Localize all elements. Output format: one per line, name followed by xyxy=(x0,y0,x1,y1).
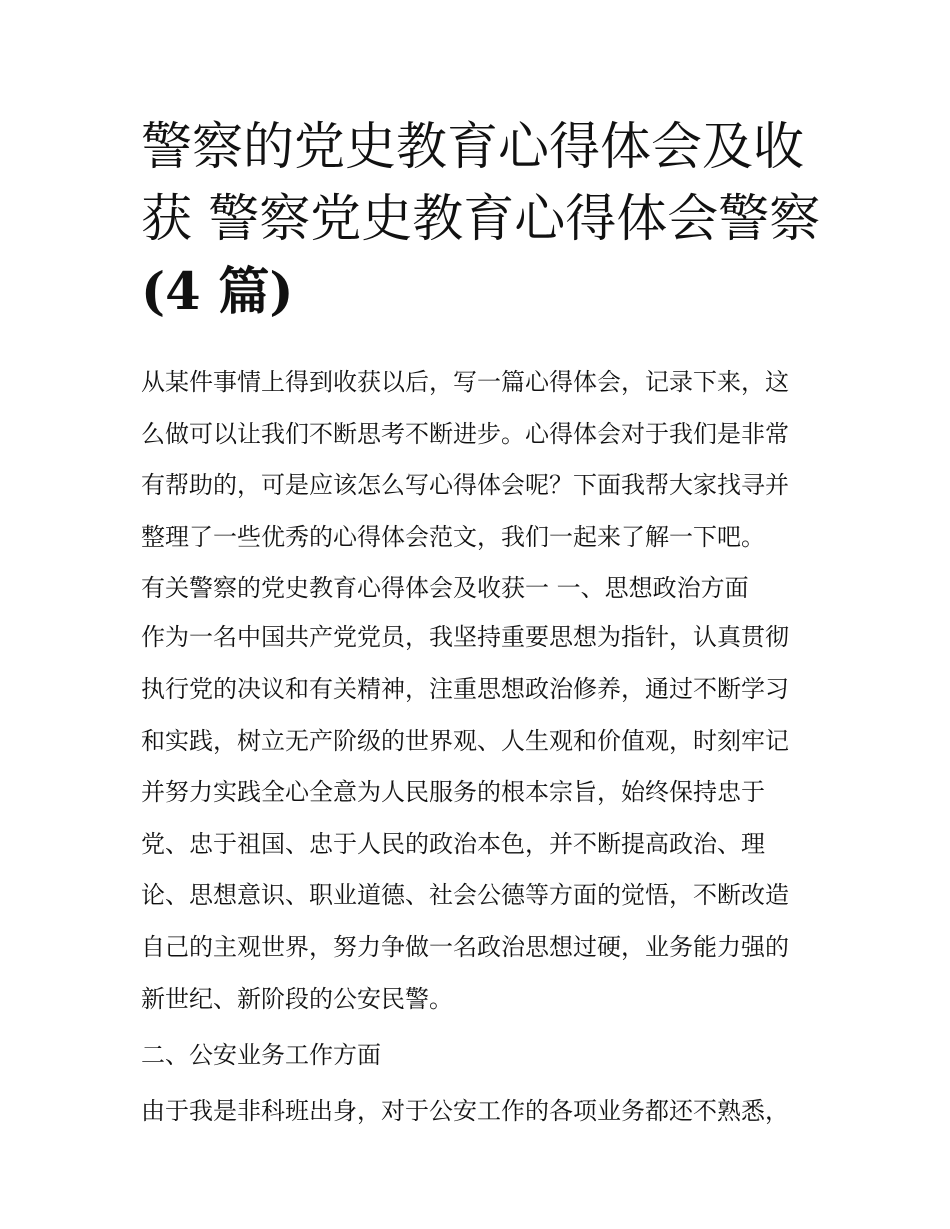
body-line-4: 整理了一些优秀的心得体会范文，我们一起来了解一下吧。 xyxy=(141,522,765,551)
title-line-2: 获 警察党史教育心得体会警察 xyxy=(141,190,821,249)
body-line-11: 论、思想意识、职业道德、社会公德等方面的觉悟，不断改造 xyxy=(141,881,789,910)
body-line-8: 和实践，树立无产阶级的世界观、人生观和价值观，时刻牢记 xyxy=(141,726,789,755)
document-body xyxy=(141,357,831,1137)
body-line-6: 作为一名中国共产党党员，我坚持重要思想为指针，认真贯彻 xyxy=(141,623,789,652)
body-line-12: 自己的主观世界，努力争做一名政治思想过硬，业务能力强的 xyxy=(141,932,789,961)
body-line-3: 有帮助的，可是应该怎么写心得体会呢？下面我帮大家找寻并 xyxy=(141,471,789,500)
body-line-9: 并努力实践全心全意为人民服务的根本宗旨，始终保持忠于 xyxy=(141,778,765,807)
section-heading-line: 有关警察的党史教育心得体会及收获一 一、思想政治方面 xyxy=(141,574,749,603)
body-line-15: 由于我是非科班出身，对于公安工作的各项业务都还不熟悉， xyxy=(141,1096,789,1125)
section-heading-2: 二、公安业务工作方面 xyxy=(141,1040,381,1069)
title-line-1: 警察的党史教育心得体会及收 xyxy=(141,118,805,177)
title-line-3: (4 篇) xyxy=(141,262,294,322)
body-line-13: 新世纪、新阶段的公安民警。 xyxy=(141,984,453,1013)
body-line-7: 执行党的决议和有关精神，注重思想政治修养，通过不断学习 xyxy=(141,674,789,703)
body-line-2: 么做可以让我们不断思考不断进步。心得体会对于我们是非常 xyxy=(141,419,789,448)
body-line-1: 从某件事情上得到收获以后，写一篇心得体会，记录下来，这 xyxy=(141,368,789,396)
document-title xyxy=(141,112,821,328)
body-line-10: 党、忠于祖国、忠于人民的政治本色，并不断提高政治、理 xyxy=(141,829,765,858)
